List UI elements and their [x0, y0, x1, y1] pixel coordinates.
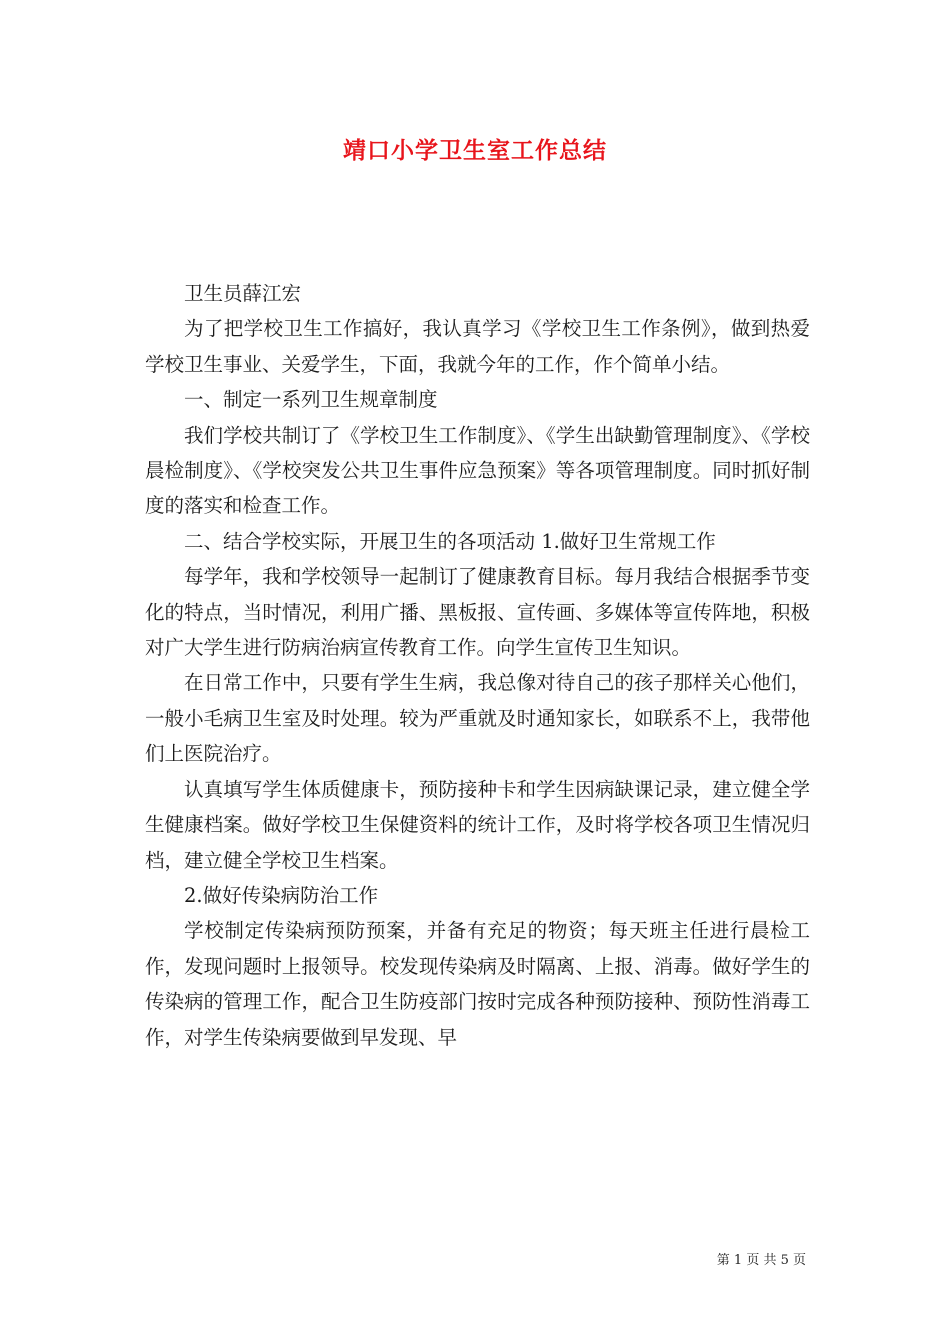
paragraph: 我们学校共制订了《学校卫生工作制度》、《学生出缺勤管理制度》、《学校晨检制度》、《学校突发公共卫生事件应急预案》等各项管理制度。同时抓好制度的落实和检查工作。 — [145, 423, 810, 518]
paragraph: 在日常工作中，只要有学生生病，我总像对待自己的孩子那样关心他们，一般小毛病卫生室及时处理。较为严重就及时通知家长，如联系不上，我带他们上医院治疗。 — [145, 671, 810, 766]
paragraph: 学校制定传染病预防预案，并备有充足的物资；每天班主任进行晨检工作，发现问题时上报领导。校发现传染病及时隔离、上报、消毒。做好学生的传染病的管理工作，配合卫生防疫部门按时完成各种预防接种、预防性消毒工作，对学生传染病要做到早发现、早 — [145, 919, 810, 1049]
section-heading: 2.做好传染病防治工作 — [184, 883, 379, 907]
page-number: 第 1 页 共 5 页 — [716, 1253, 806, 1268]
paragraph: 为了把学校卫生工作搞好，我认真学习《学校卫生工作条例》，做到热爱学校卫生事业、关爱学生，下面，我就今年的工作，作个简单小结。 — [145, 317, 810, 376]
author-line: 卫生员薛江宏 — [184, 282, 302, 305]
paragraph: 认真填写学生体质健康卡，预防接种卡和学生因病缺课记录，建立健全学生健康档案。做好学校卫生保健资料的统计工作，及时将学校各项卫生情况归档，建立健全学校卫生档案。 — [145, 777, 810, 872]
paragraph: 每学年，我和学校领导一起制订了健康教育目标。每月我结合根据季节变化的特点，当时情况，利用广播、黑板报、宣传画、多媒体等宣传阵地，积极对广大学生进行防病治病宣传教育工作。向学生宣传卫生知识。 — [145, 565, 810, 660]
document-body — [145, 276, 810, 1055]
section-heading: 一、制定一系列卫生规章制度 — [184, 388, 438, 412]
section-heading: 二、结合学校实际，开展卫生的各项活动 1.做好卫生常规工作 — [184, 529, 716, 553]
document-title: 靖口小学卫生室工作总结 — [343, 137, 607, 164]
